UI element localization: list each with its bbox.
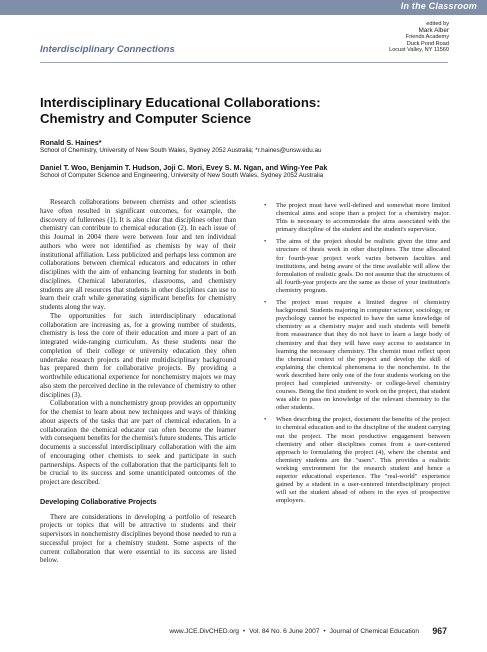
body-column-left [40, 198, 236, 565]
section-label: Interdisciplinary Connections [40, 44, 175, 55]
list-item [264, 416, 450, 505]
title-line-2: Chemistry and Computer Science [40, 110, 252, 126]
band-label: In the Classroom [400, 1, 477, 11]
section-divider [40, 62, 448, 63]
journal-name: Journal of Chemical Education [329, 628, 419, 635]
list-item [264, 202, 450, 234]
bullet-icon: • [264, 416, 267, 424]
list-item [264, 299, 450, 412]
affiliation-1: School of Chemistry, University of New South Wales, Sydney 2052 Australia; *r.haines@unsw.edu.au [40, 147, 322, 154]
editor-name: Mark Alber [418, 26, 449, 34]
volume-info: Vol. 84 No. 6 June 2007 [249, 628, 320, 635]
subsection-heading: Developing Collaborative Projects [40, 496, 157, 506]
edited-by-label: edited by [426, 21, 449, 27]
article-title [40, 95, 450, 126]
separator-icon: • [242, 629, 246, 635]
editor-org: Friends Academy [405, 34, 449, 41]
author-block-2 [40, 163, 460, 180]
body-column-right [254, 198, 450, 509]
separator-icon: • [323, 629, 326, 635]
criteria-list [254, 202, 450, 505]
list-item-text: The project must have well-defined and somewhat more limited chemical aims and scope than a project for a chemistry major. This is necessary to accommodate the aims associated with the primary discipline of the student and the student's supervisor. [276, 202, 450, 234]
journal-url[interactable]: www.JCE.DivCHED.org [169, 628, 239, 635]
editor-city: Locust Valley, NY 11560 [389, 47, 449, 54]
author-names-1: Ronald S. Haines* [40, 138, 102, 147]
list-item-text: When describing the project, document the benefits of the project to chemical education and to the discipline of the student carrying out the project. The most productive engagement between chemistry and other disciplines comes from a user-centered approach to formulating the project (4), where the chemist and chemistry students are the "users". This provides a realistic working environment for the research student and hence a superior educational experience. The "real-world" experience gained by a student in a user-centered interdisciplinary project will set the student ahead of others in the eyes of prospective employers. [276, 416, 450, 505]
editor-block [389, 21, 449, 54]
author-block-1 [40, 138, 460, 155]
bullet-icon: • [264, 299, 267, 307]
bullet-icon: • [264, 202, 267, 209]
page-number: 967 [432, 626, 447, 636]
page-footer [0, 625, 487, 641]
paragraph-2: The opportunities for such interdisciplinary educational collaboration are increasing as, for a growing number of students, chemistry is less the core of their education and more a part of an integrated wide-ranging curriculum. As these students near the completion of their college or university education they often undertake research projects and their multidisciplinary background has prepared them for collaborative projects. By providing a worthwhile educational experience for nonchemistry majors we may also stem the perceived decline in the relevance of chemistry to other disciplines (3). [40, 311, 236, 399]
affiliation-2: School of Computer Science and Engineering, University of New South Wales, Sydney 2052 Australia [40, 172, 324, 179]
paragraph-3: Collaboration with a nonchemistry group provides an opportunity for the chemist to learn about new techniques and ways of thinking about aspects of the tasks that are part of chemical education. In a collaboration the chemical educator can often become the learner with consequent benefits for the chemist's future students. This article documents a successful interdisciplinary collaboration with the aim of encouraging other chemists to seek and participate in such partnerships. Aspects of the collaboration that the participants felt to be crucial to its success and some unanticipated outcomes of the project are described. [40, 399, 236, 486]
paragraph-4: There are considerations in developing a portfolio of research projects or topics that will be attractive to students and their supervisors in nonchemistry disciplines beyond those needed to run a successful project for a chemistry student. Some aspects of the current collaboration that were essential to its success are listed below. [40, 512, 236, 565]
list-item-text: The project must require a limited degree of chemistry background. Students majoring in computer science, sociology, or psychology cannot be expected to have the same knowledge of chemistry as a chemistry major and such students will benefit from reassurance that they do not have to learn a large body of chemistry and that they will have easy access to assistance in learning the necessary chemistry. The chemist must reflect upon the chemical context of the project and develop the skill of explaining the chemical phenomena to the nonchemist. In the work described here only one of the four students working on the project had completed university- or college-level chemistry courses. Being the first student to work on the project, that student was able to pass on knowledge of the relevant chemistry to the other students. [276, 299, 451, 412]
list-item-text: The aims of the project should be realistic given the time and structure of thesis work in other disciplines. The time allocated for fourth-year project work varies between faculties and institutions, and being aware of the time available will allow the formulation of realistic goals. Do not assume that the structures of all fourth-year projects are the same as those of your institution's chemistry program. [276, 238, 450, 294]
list-item [264, 238, 450, 295]
author-names-2: Daniel T. Woo, Benjamin T. Hudson, Joji C. Mori, Evey S. M. Ngan, and Wing-Yee Pak [40, 163, 328, 172]
title-line-1: Interdisciplinary Educational Collaborations: [40, 95, 321, 110]
footer-citation [169, 628, 419, 635]
bullet-icon: • [264, 238, 267, 246]
header-band [0, 0, 487, 15]
paragraph-1: Research collaborations between chemists and other scientists have often resulted in significant outcomes, for example, the discovery of fullerenes (1). It is also clear that disciplines other than chemistry can contribute to chemical education (2). In each issue of this Journal in 2004 there were between four and ten individual authors who were not identified as chemists by way of their institutional affiliation. Less publicized and perhaps less common are collaborations between chemical educators and educators in other disciplines with the aim of enhancing learning for students in both disciplines. Chemical laboratories, classrooms, and chemistry students are all resources that students in other disciplines can use to learn their craft while generating significant benefits for chemistry students along the way. [40, 198, 236, 311]
editor-street: Duck Pond Road [406, 40, 449, 47]
